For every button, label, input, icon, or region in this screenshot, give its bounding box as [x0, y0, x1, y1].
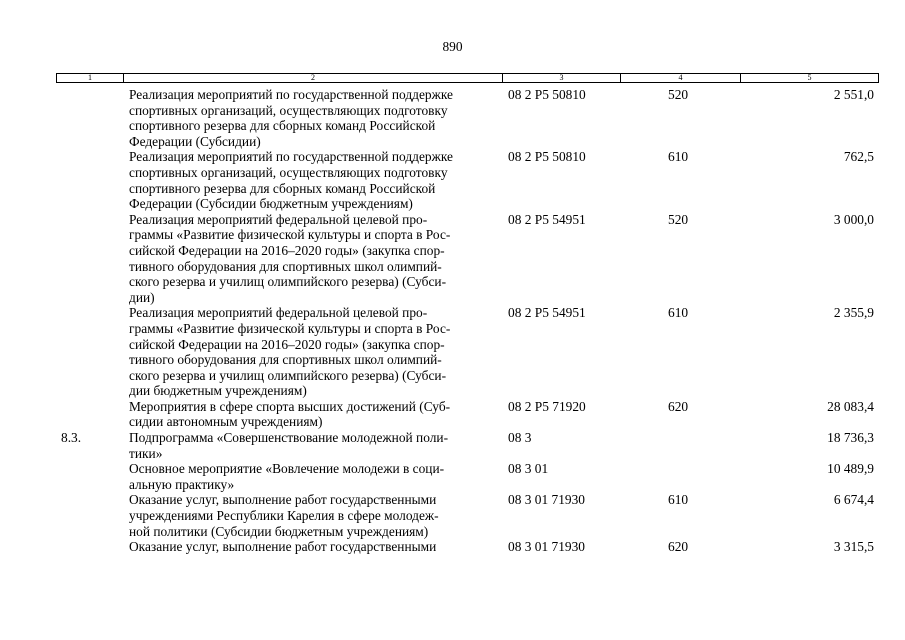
row-expense-type: 620: [668, 398, 689, 414]
table-row: [56, 87, 879, 149]
row-amount: 3 315,5: [833, 539, 874, 555]
table-row: [56, 212, 879, 306]
row-amount: 762,5: [843, 149, 874, 165]
row-description: [123, 461, 502, 492]
description-line: граммы «Развитие физической культуры и спорта в Рос-: [129, 227, 451, 243]
table-row: [56, 149, 879, 211]
description-line: Основное мероприятие «Вовлечение молодежи в соци-: [129, 461, 445, 477]
row-number: [56, 212, 123, 306]
description-line: спортивных организаций, осуществляющих подготовку: [129, 164, 448, 180]
row-number: [56, 87, 123, 149]
description-line: спортивных организаций, осуществляющих подготовку: [129, 102, 448, 118]
table-header: [56, 73, 879, 83]
row-code: 08 2 P5 50810: [508, 149, 586, 165]
row-number: [56, 149, 123, 211]
description-line: Федерации (Субсидии бюджетным учреждениям): [129, 196, 413, 212]
table-row: [56, 461, 879, 492]
row-description: [123, 430, 502, 461]
row-code: 08 3 01: [508, 461, 549, 477]
row-amount: 6 674,4: [833, 492, 874, 508]
table-row: [56, 430, 879, 461]
table-row: [56, 492, 879, 539]
description-line: спортивного резерва для сборных команд Российской: [129, 180, 436, 196]
row-expense-type: 520: [668, 87, 689, 102]
description-line: Реализация мероприятий федеральной целевой про-: [129, 305, 428, 321]
row-expense-type: 610: [668, 305, 689, 321]
description-line: Реализация мероприятий по государственной поддержке: [129, 87, 453, 102]
row-code: 08 3 01 71930: [508, 492, 585, 508]
description-line: дии): [129, 289, 155, 305]
row-expense-type: 610: [668, 492, 689, 508]
row-code: 08 2 P5 54951: [508, 211, 586, 227]
table-row: [56, 305, 879, 399]
row-amount: 18 736,3: [827, 430, 874, 446]
description-line: сийской Федерации на 2016–2020 годы» (закупка спор-: [129, 242, 445, 258]
row-expense-type: [620, 430, 740, 461]
row-number: [56, 305, 123, 399]
row-amount: 3 000,0: [833, 211, 874, 227]
description-line: Мероприятия в сфере спорта высших достижений (Суб-: [129, 398, 451, 414]
description-line: ского резерва и училищ олимпийского резерва) (Субси-: [129, 367, 447, 383]
description-line: альную практику»: [129, 476, 235, 492]
description-line: тивного оборудования для спортивных школ олимпий-: [129, 258, 442, 274]
row-code: 08 3: [508, 430, 532, 446]
row-description: [123, 492, 502, 539]
row-description: [123, 149, 502, 211]
description-line: тивного оборудования для спортивных школ олимпий-: [129, 352, 442, 368]
description-line: Оказание услуг, выполнение работ государственными: [129, 539, 437, 555]
row-description: [123, 399, 502, 430]
table-body: [56, 87, 879, 555]
row-number: [56, 461, 123, 492]
table-row: [56, 399, 879, 430]
row-number: [56, 539, 123, 555]
description-line: Подпрограмма «Совершенствование молодежной поли-: [129, 430, 449, 446]
description-line: Федерации (Субсидии): [129, 133, 261, 149]
row-description: [123, 305, 502, 399]
header-col-5: 5: [807, 73, 812, 82]
row-amount: 2 551,0: [833, 87, 874, 102]
row-amount: 2 355,9: [833, 305, 874, 321]
header-col-3: 3: [503, 74, 621, 82]
row-amount: 28 083,4: [827, 398, 874, 414]
header-col-1: 1: [57, 74, 124, 82]
row-number: [56, 399, 123, 430]
row-code: 08 2 P5 50810: [508, 87, 586, 102]
row-expense-type: [620, 461, 740, 492]
description-line: сийской Федерации на 2016–2020 годы» (закупка спор-: [129, 336, 445, 352]
header-col-4: 4: [621, 74, 741, 82]
row-number: 8.3.: [61, 430, 82, 446]
row-amount: 10 489,9: [827, 461, 874, 477]
row-description: [123, 539, 502, 555]
row-description: [123, 87, 502, 149]
description-line: Реализация мероприятий федеральной целевой про-: [129, 211, 428, 227]
row-code: 08 2 P5 54951: [508, 305, 586, 321]
row-expense-type: 520: [668, 211, 689, 227]
row-code: 08 2 P5 71920: [508, 398, 586, 414]
description-line: спортивного резерва для сборных команд Российской: [129, 118, 436, 134]
description-line: тики»: [129, 445, 163, 461]
row-code: 08 3 01 71930: [508, 539, 585, 555]
description-line: ского резерва и училищ олимпийского резерва) (Субси-: [129, 274, 447, 290]
table-row: [56, 539, 879, 555]
row-number: [56, 492, 123, 539]
description-line: учреждениями Республики Карелия в сфере молодеж-: [129, 508, 439, 524]
description-line: ной политики (Субсидии бюджетным учреждениям): [129, 523, 429, 539]
description-line: дии бюджетным учреждениям): [129, 383, 307, 399]
description-line: сидии автономным учреждениям): [129, 414, 323, 430]
description-line: граммы «Развитие физической культуры и спорта в Рос-: [129, 320, 451, 336]
row-expense-type: 620: [668, 539, 689, 555]
row-description: [123, 212, 502, 306]
header-col-2: 2: [124, 74, 503, 82]
row-expense-type: 610: [668, 149, 689, 165]
page-number: 890: [442, 39, 463, 54]
description-line: Реализация мероприятий по государственной поддержке: [129, 149, 453, 165]
description-line: Оказание услуг, выполнение работ государственными: [129, 492, 437, 508]
